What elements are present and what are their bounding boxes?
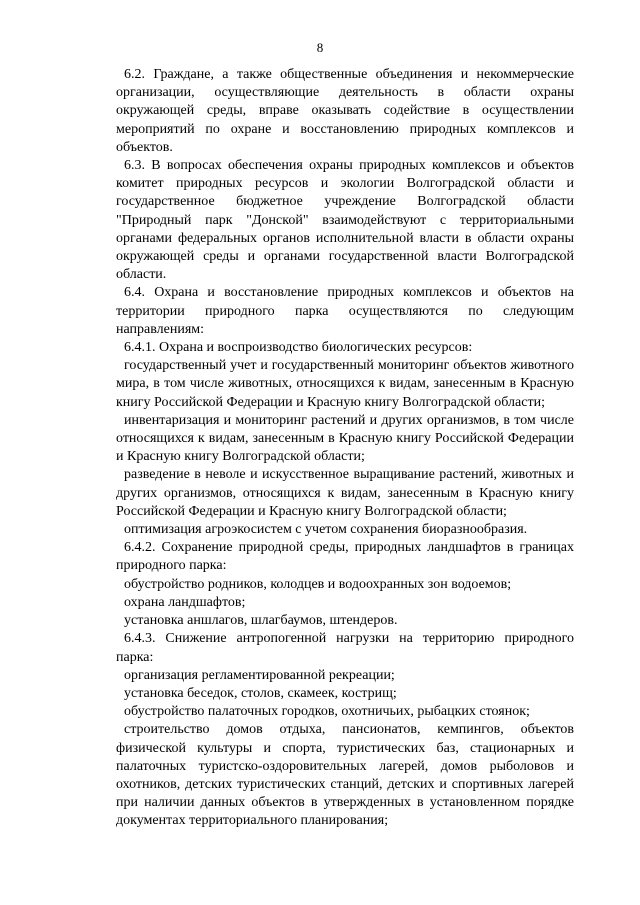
paragraph-6-3: 6.3. В вопросах обеспечения охраны природных комплексов и объектов комитет природных ресурсов и экологии Волгоградской области и государственное бюджетное учреждение Волгоградской области "Природный парк "Донской" взаимодействуют с территориальными органами федеральных органов исполнительной власти в области охраны окружающей среды и органами государственной власти Волгоградской области. (116, 158, 574, 283)
list-item: организация регламентированной рекреации; (124, 667, 395, 683)
paragraph-6-4: 6.4. Охрана и восстановление природных комплексов и объектов на территории природного парка осуществляются по следующим направлениям: (116, 285, 574, 337)
list-item: обустройство палаточных городков, охотничьих, рыбацких стоянок; (124, 704, 530, 720)
paragraph-6-4-2: 6.4.2. Сохранение природной среды, природных ландшафтов в границах природного парка: (116, 540, 574, 574)
paragraph-6-4-1: 6.4.1. Охрана и воспроизводство биологических ресурсов: (124, 340, 473, 356)
paragraph-6-2: 6.2. Граждане, а также общественные объединения и некоммерческие организации, осуществляющие деятельность в области охраны окружающей среды, вправе оказывать содействие в осуществлении мероприятий по охране и восстановлению природных комплексов и объектов. (116, 67, 574, 155)
list-item: строительство домов отдыха, пансионатов, кемпингов, объектов физической культуры и спорта, туристических баз, стационарных и палаточных туристско-оздоровительных лагерей, домов рыболовов и охотников, детских туристических станций, детских и спортивных лагерей при наличии данных объектов в утвержденных в установленном порядке документах территориального планирования; (116, 722, 574, 829)
document-body (116, 66, 574, 831)
list-item: охрана ландшафтов; (124, 594, 246, 610)
list-item: установка беседок, столов, скамеек, кострищ; (124, 685, 397, 701)
list-item: разведение в неволе и искусственное выращивание растений, животных и других организмов, относящихся к видам, занесенным в Красную книгу Российской Федерации и Красную книгу Волгоградской области; (116, 467, 574, 519)
list-item: установка аншлагов, шлагбаумов, штендеров. (124, 613, 398, 629)
paragraph-6-4-3: 6.4.3. Снижение антропогенной нагрузки на территорию природного парка: (116, 631, 574, 665)
list-item: обустройство родников, колодцев и водоохранных зон водоемов; (124, 576, 512, 592)
list-item: оптимизация агроэкосистем с учетом сохранения биоразнообразия. (124, 522, 528, 538)
list-item: государственный учет и государственный мониторинг объектов животного мира, в том числе животных, относящихся к видам, занесенным в Красную книгу Российской Федерации и Красную книгу Волгоградской области; (116, 358, 574, 410)
page-number: 8 (316, 40, 324, 55)
list-item: инвентаризация и мониторинг растений и других организмов, в том числе относящихся к видам, занесенным в Красную книгу Российской Федерации и Красную книгу Волгоградской области; (116, 412, 574, 465)
